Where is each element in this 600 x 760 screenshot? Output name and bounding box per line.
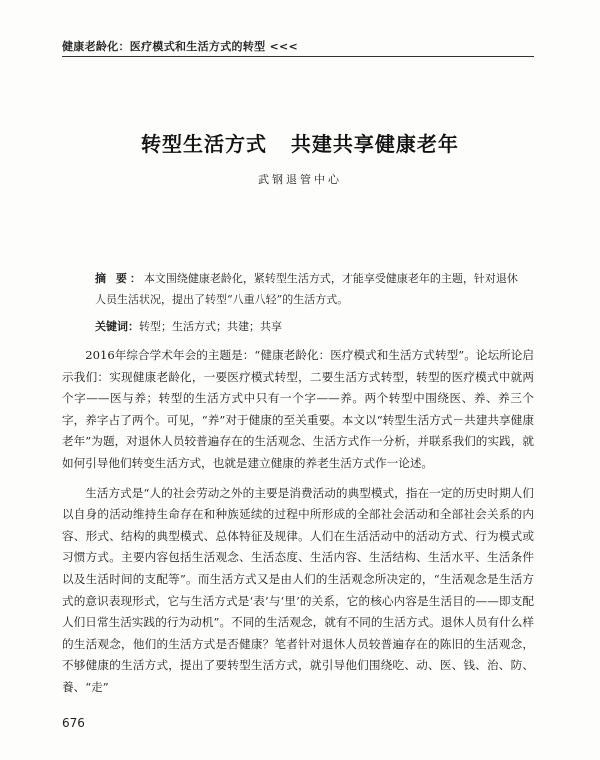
abstract bbox=[95, 268, 520, 310]
abstract-label: 摘 要： bbox=[95, 272, 144, 285]
keywords bbox=[95, 317, 520, 337]
body-paragraph: 2016年综合学术年会的主题是：“健康老龄化：医疗模式和生活方式转型”。论坛所论启示我们：实现健康老龄化，一要医疗模式转型，二要生活方式转型，转型的医疗模式中就两个字——医与养；转型的生活方式中只有一个字——养。两个转型中围绕医、养、养三个字，养字占了两个。可见，“养”对于健康的至关重要。本文以“转型生活方式－共建共享健康老年”为题，对退休人员较普遍存在的生活观念、生活方式作一分析，并联系我们的实践，就如何引导他们转变生活方式，也就是建立健康的养老生活方式作一论述。 bbox=[62, 348, 534, 470]
article-body bbox=[62, 345, 534, 707]
page-number: 676 bbox=[62, 716, 85, 730]
keywords-label: 关键词： bbox=[95, 320, 139, 333]
body-paragraph: 生活方式是“人的社会劳动之外的主要是消费活动的典型模式，指在一定的历史时期人们以自身的活动维持生命存在和种族延续的过程中所形成的全部社会活动和全部社会关系的内容、形式、结构的典型模式、总体特征及规律。人们在生活活动中的活动方式、行为模式或习惯方式。主要内容包括生活观念、生活态度、生活内容、生活结构、生活水平、生活条件以及生活时间的支配等”。而生活方式又是由人们的生活观念所决定的，“生活观念是生活方式的意识表现形式，它与生活方式是‘表’与‘里’的关系，它的核心内容是生活目的——即支配人们日常生活实践的行为动机”。不同的生活观念，就有不同的生活方式。退休人员有什么样的生活观念，他们的生活方式是否健康？笔者针对退休人员较普遍存在的陈旧的生活观念，不够健康的生活方式，提出了要转型生活方式，就引导他们围绕吃、动、医、钱、治、防、養、“走” bbox=[62, 485, 534, 694]
article-title: 转型生活方式 共建共享健康老年 bbox=[141, 132, 459, 156]
keywords-text: 转型；生活方式；共建；共享 bbox=[139, 320, 282, 333]
running-header: 健康老龄化：医疗模式和生活方式的转型 <<< bbox=[62, 40, 299, 53]
abstract-text: 本文围绕健康老龄化，紧转型生活方式，才能享受健康老年的主题，针对退休人员生活状况，提出了转型“八重八轻”的生活方式。 bbox=[95, 272, 518, 306]
header-rule bbox=[62, 56, 534, 57]
article-author: 武钢退管中心 bbox=[258, 173, 342, 186]
